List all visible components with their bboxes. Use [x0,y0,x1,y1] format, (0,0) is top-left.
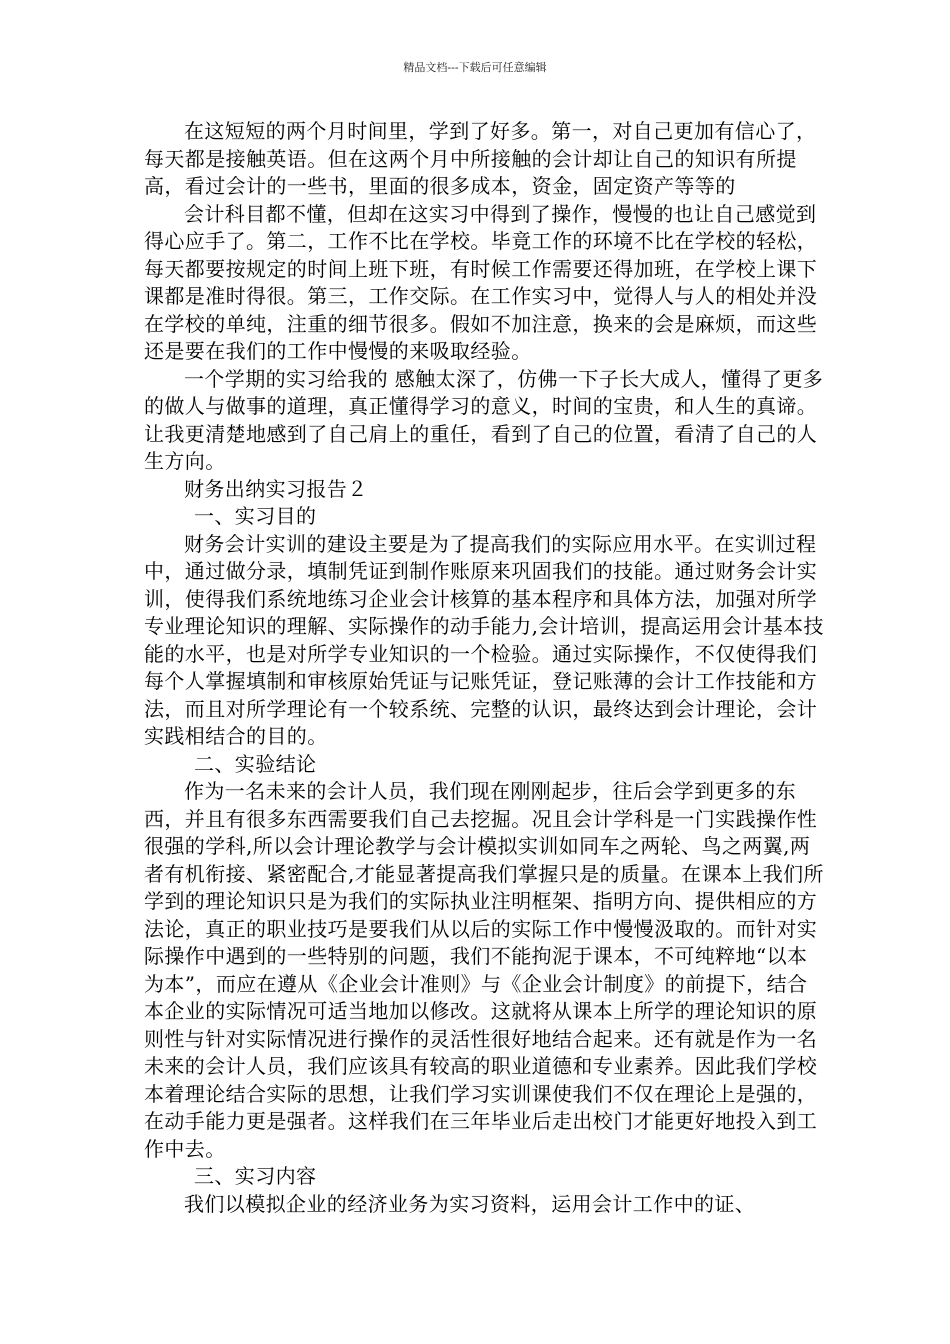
paragraph: 财务会计实训的建设主要是为了提高我们的实际应用水平。在实训过程中，通过做分录，填制凭证到制作账原来巩固我们的技能。通过财务会计实训，使得我们系统地练习企业会计核算的基本程序和具体方法，加强对所学专业理论知识的理解、实际操作的动手能力,会计培训，提高运用会计基本技能的水平，也是对所学专业知识的一个检验。通过实际操作，不仅使得我们每个人掌握填制和审核原始凭证与记账凭证，登记账薄的会计工作技能和方法，而且对所学理论有一个较系统、完整的认识，最终达到会计理论，会计实践相结合的目的。 [144,531,824,748]
paragraph: 会计科目都不懂，但却在这实习中得到了操作，慢慢的也让自己感觉到得心应手了。第二，工作不比在学校。毕竟工作的环境不比在学校的轻松，每天都要按规定的时间上班下班，有时候工作需要还得加班，在学校上课下课都是准时得很。第三，工作交际。在工作实习中，觉得人与人的相处并没在学校的单纯，注重的细节很多。假如不加注意，换来的会是麻烦，而这些还是要在我们的工作中慢慢的来吸取经验。 [144,201,818,363]
report-title: 财务出纳实习报告２ [184,476,368,501]
paragraph: 我们以模拟企业的经济业务为实习资料，运用会计工作中的证、 [184,1191,756,1216]
section-heading: 三、实习内容 [194,1164,317,1188]
section-heading: 二、实验结论 [194,751,317,776]
paragraph: 在这短短的两个月时间里，学到了好多。第一，对自己更加有信心了，每天都是接触英语。但在这两个月中所接触的会计却让自己的知识有所提高，看过会计的一些书，里面的很多成本，资金，固定资产等等的 [144,119,817,198]
page-header: 精品文档---下载后可任意编辑 [403,61,547,74]
section-heading: 一、实习目的 [194,504,317,528]
document-body [144,118,824,1218]
paragraph: 作为一名未来的会计人员，我们现在刚刚起步，往后会学到更多的东西，并且有很多东西需要我们自己去挖掘。况且会计学科是一门实践操作性很强的学科,所以会计理论教学与会计模拟实训如同车之两轮、鸟之两翼,两者有机衔接、紧密配合,才能显著提高我们掌握只是的质量。在课本上我们所学到的理论知识只是为我们的实际执业注明框架、指明方向、提供相应的方法论，真正的职业技巧是要我们从以后的实际工作中慢慢汲取的。而针对实际操作中遇到的一些特别的问题，我们不能拘泥于课本，不可纯粹地“以本为本”，而应在遵从《企业会计准则》与《企业会计制度》的前提下，结合本企业的实际情况可适当地加以修改。这就将从课本上所学的理论知识的原则性与针对实际情况进行操作的灵活性很好地结合起来。还有就是作为一名未来的会计人员，我们应该具有较高的职业道德和专业素养。因此我们学校本着理论结合实际的思想，让我们学习实训课使我们不仅在理论上是强的，在动手能力更是强者。这样我们在三年毕业后走出校门才能更好地投入到工作中去。 [144,779,824,1161]
paragraph: 一个学期的实习给我的 感触太深了，仿佛一下子长大成人，懂得了更多的做人与做事的道理，真正懂得学习的意义，时间的宝贵，和人生的真谛。让我更清楚地感到了自己肩上的重任，看到了自己的位置，看清了自己的人生方向。 [144,366,824,473]
